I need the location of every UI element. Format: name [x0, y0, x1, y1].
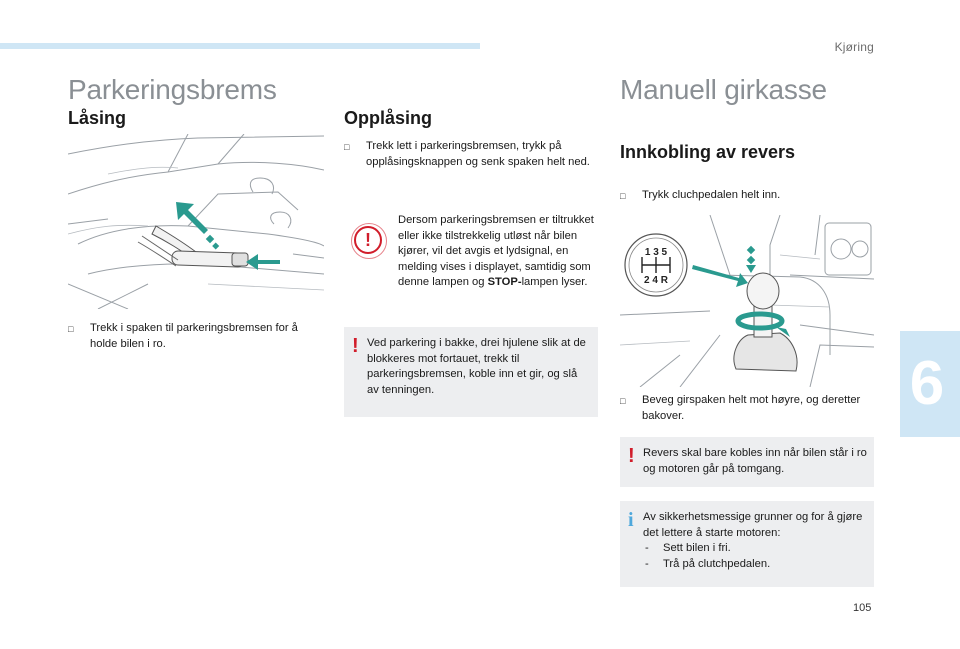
reverse-warning-text: Revers skal bare kobles inn når bilen står i ro og motoren går på tomgang. [643, 447, 867, 475]
section-title-manual-gearbox: Manuell girkasse [620, 74, 827, 105]
parking-brake-illustration [68, 134, 324, 309]
info-icon: i [628, 509, 634, 531]
unlocking-instruction: □ Trekk lett i parkeringsbremsen, trykk på opplåsingsknappen og senk spaken helt ned. [344, 140, 590, 168]
reverse-step-clutch: □ Trykk cluchpedalen helt inn. [620, 188, 870, 204]
safety-info-content [643, 510, 868, 572]
safety-info-box [620, 501, 874, 587]
list-item: - Sett bilen i fri. [643, 541, 868, 557]
slope-parking-warning-text: Ved parkering i bakke, drei hjulene slik at de blokkeres mot fortauet, trekk til parkeringsbremsen, koble inn et gir, og slå av tenningen. [367, 337, 586, 396]
warning-exclamation-icon: ! [628, 445, 635, 467]
parking-brake-warning-note: Dersom parkeringsbremsen er tiltrukket eller ikke tilstrekkelig utløst når bilen kjører, vil det avgis et lydsignal, en melding vises i displayet, samtidig som denne lampen og STOP-lampen lyser. [398, 214, 594, 288]
warning-exclamation-icon: ! [352, 335, 359, 357]
chapter-tab[interactable] [900, 331, 960, 437]
reverse-step-lever: □ Beveg girspaken helt mot høyre, og deretter bakover. [620, 394, 861, 422]
brake-warning-lamp-icon: ! [354, 226, 382, 254]
stop-lamp-label: STOP- [487, 276, 522, 288]
gear-lever-drawing [620, 215, 874, 387]
safety-info-intro: Av sikkerhetsmessige grunner og for å gjøre det lettere å starte motoren: [643, 511, 863, 539]
chapter-name: Kjøring [834, 40, 874, 54]
heading-reverse-engagement: Innkobling av revers [620, 142, 796, 162]
heading-locking: Låsing [68, 108, 127, 128]
slope-parking-warning-box [344, 327, 598, 417]
gear-pattern-bottom-label: 2 4 R [644, 275, 668, 286]
heading-unlocking: Opplåsing [344, 108, 433, 128]
section-title-parking-brake: Parkeringsbrems [68, 74, 277, 105]
bullet-marker-icon: □ [344, 142, 350, 152]
page-number: 105 [853, 602, 872, 614]
gear-lever-illustration [620, 215, 874, 387]
header-accent-bar [0, 43, 480, 49]
locking-instruction: □ Trekk i spaken til parkeringsbremsen for å holde bilen i ro. [68, 322, 298, 350]
bullet-marker-icon: □ [620, 191, 626, 201]
gear-pattern-top-label: 1 3 5 [644, 247, 668, 258]
safety-info-list [643, 541, 868, 572]
parking-brake-lever-drawing [68, 134, 324, 309]
reverse-warning-box [620, 437, 874, 487]
bullet-marker-icon: □ [68, 324, 74, 334]
chapter-number: 6 [909, 349, 945, 418]
list-item: - Trå på clutchpedalen. [643, 557, 868, 573]
bullet-marker-icon: □ [620, 396, 626, 406]
